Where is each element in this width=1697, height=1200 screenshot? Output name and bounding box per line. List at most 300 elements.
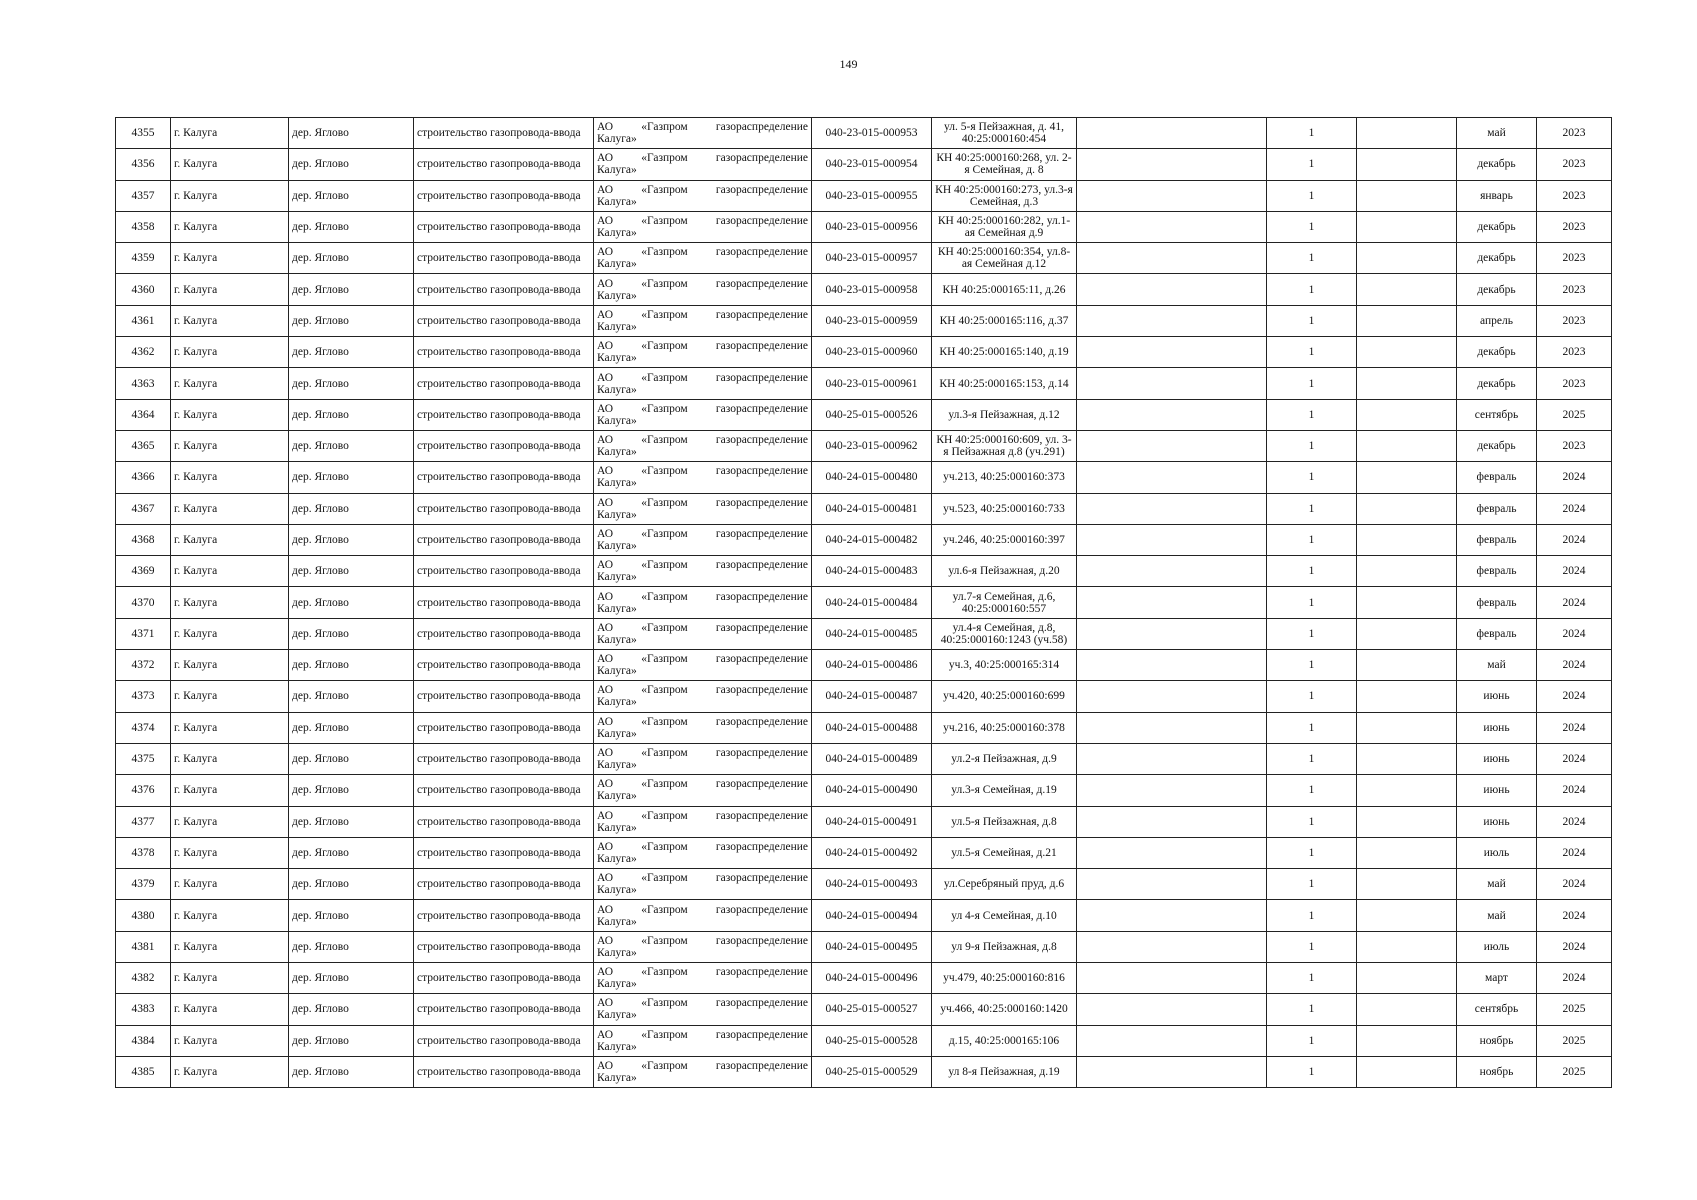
table-row [116, 900, 1612, 931]
month-cell: февраль [1457, 493, 1537, 524]
organization-word: газораспределение [715, 590, 808, 603]
address-cell: КН 40:25:000160:268, ул. 2-я Семейная, д. 8 [932, 149, 1077, 180]
city-cell: г. Калуга [171, 556, 289, 587]
organization-word: «Газпром [641, 434, 688, 447]
empty-cell [1357, 712, 1457, 743]
organization-word: газораспределение [715, 371, 808, 384]
row-number: 4374 [116, 712, 171, 743]
city-cell: г. Калуга [171, 837, 289, 868]
empty-cell [1357, 430, 1457, 461]
organization-word: «Газпром [641, 1060, 688, 1073]
organization-word: АО [597, 528, 614, 540]
table-row [116, 587, 1612, 618]
address-cell: ул.3-я Семейная, д.19 [932, 775, 1077, 806]
row-number: 4356 [116, 149, 171, 180]
month-cell: декабрь [1457, 243, 1537, 274]
city-cell: г. Калуга [171, 149, 289, 180]
organization-word: «Газпром [641, 840, 688, 853]
row-number: 4382 [116, 963, 171, 994]
organization-word: «Газпром [641, 903, 688, 916]
city-cell: г. Калуга [171, 337, 289, 368]
city-cell: г. Калуга [171, 1025, 289, 1056]
organization-word: АО [597, 966, 614, 979]
quantity-cell: 1 [1267, 587, 1357, 618]
locality-cell: дер. Яглово [289, 775, 414, 806]
empty-cell [1077, 149, 1267, 180]
empty-cell [1077, 712, 1267, 743]
organization-line [597, 528, 808, 540]
month-cell: июнь [1457, 806, 1537, 837]
organization-word: АО [597, 371, 614, 384]
year-cell: 2023 [1537, 149, 1612, 180]
row-number: 4380 [116, 900, 171, 931]
locality-cell: дер. Яглово [289, 963, 414, 994]
empty-cell [1357, 963, 1457, 994]
address-cell: ул.5-я Пейзажная, д.8 [932, 806, 1077, 837]
organization-word: АО [597, 152, 614, 165]
organization-cell [594, 211, 812, 242]
organization-cell [594, 931, 812, 962]
empty-cell [1357, 368, 1457, 399]
year-cell: 2025 [1537, 994, 1612, 1025]
work-type-cell: строительство газопровода-ввода [414, 399, 594, 430]
address-cell: КН 40:25:000165:153, д.14 [932, 368, 1077, 399]
organization-cell [594, 618, 812, 649]
empty-cell [1357, 869, 1457, 900]
organization-word: «Газпром [641, 371, 688, 384]
organization-line [597, 372, 808, 384]
address-cell: ул 4-я Семейная, д.10 [932, 900, 1077, 931]
organization-line [597, 872, 808, 884]
organization-line [597, 684, 808, 696]
organization-word: «Газпром [641, 183, 688, 196]
object-code-cell: 040-24-015-000487 [812, 681, 932, 712]
organization-word: газораспределение [715, 809, 808, 822]
organization-word: «Газпром [641, 872, 688, 885]
month-cell: февраль [1457, 462, 1537, 493]
organization-cell [594, 524, 812, 555]
locality-cell: дер. Яглово [289, 650, 414, 681]
organization-word: газораспределение [715, 215, 808, 228]
quantity-cell: 1 [1267, 963, 1357, 994]
organization-cell [594, 775, 812, 806]
organization-line [597, 747, 808, 759]
work-type-cell: строительство газопровода-ввода [414, 337, 594, 368]
organization-city: Калуга» [597, 946, 637, 959]
locality-cell: дер. Яглово [289, 243, 414, 274]
year-cell: 2024 [1537, 931, 1612, 962]
city-cell: г. Калуга [171, 180, 289, 211]
year-cell: 2024 [1537, 493, 1612, 524]
organization-cell [594, 337, 812, 368]
address-cell: уч.216, 40:25:000160:378 [932, 712, 1077, 743]
quantity-cell: 1 [1267, 337, 1357, 368]
locality-cell: дер. Яглово [289, 1025, 414, 1056]
object-code-cell: 040-24-015-000480 [812, 462, 932, 493]
organization-word: «Газпром [641, 402, 688, 415]
empty-cell [1357, 900, 1457, 931]
organization-line [597, 778, 808, 790]
work-type-cell: строительство газопровода-ввода [414, 775, 594, 806]
organization-word: АО [597, 621, 614, 634]
empty-cell [1077, 337, 1267, 368]
object-code-cell: 040-24-015-000486 [812, 650, 932, 681]
work-type-cell: строительство газопровода-ввода [414, 994, 594, 1025]
organization-city: Калуга» [597, 1009, 637, 1022]
organization-word: газораспределение [715, 121, 808, 134]
organization-word: «Газпром [641, 340, 688, 353]
row-number: 4368 [116, 524, 171, 555]
table-row [116, 931, 1612, 962]
address-cell: КН 40:25:000160:354, ул.8-ая Семейная д.12 [932, 243, 1077, 274]
organization-city: Калуга» [597, 195, 637, 208]
object-code-cell: 040-24-015-000491 [812, 806, 932, 837]
organization-word: АО [597, 308, 614, 321]
address-cell: КН 40:25:000160:273, ул.3-я Семейная, д.3 [932, 180, 1077, 211]
organization-word: АО [597, 402, 614, 415]
empty-cell [1357, 118, 1457, 149]
city-cell: г. Калуга [171, 524, 289, 555]
city-cell: г. Калуга [171, 1056, 289, 1087]
address-cell: уч.523, 40:25:000160:733 [932, 493, 1077, 524]
city-cell: г. Калуга [171, 430, 289, 461]
month-cell: ноябрь [1457, 1056, 1537, 1087]
work-type-cell: строительство газопровода-ввода [414, 305, 594, 336]
organization-city: Калуга» [597, 1040, 637, 1053]
empty-cell [1077, 837, 1267, 868]
table-row [116, 337, 1612, 368]
organization-line [597, 653, 808, 665]
organization-word: газораспределение [715, 434, 808, 447]
work-type-cell: строительство газопровода-ввода [414, 931, 594, 962]
organization-cell [594, 462, 812, 493]
address-cell: ул.7-я Семейная, д.6, 40:25:000160:557 [932, 587, 1077, 618]
city-cell: г. Калуга [171, 931, 289, 962]
month-cell: сентябрь [1457, 994, 1537, 1025]
city-cell: г. Калуга [171, 994, 289, 1025]
object-code-cell: 040-23-015-000962 [812, 430, 932, 461]
empty-cell [1077, 650, 1267, 681]
object-code-cell: 040-24-015-000492 [812, 837, 932, 868]
empty-cell [1077, 399, 1267, 430]
year-cell: 2024 [1537, 775, 1612, 806]
organization-city: Калуга» [597, 790, 637, 803]
address-cell: ул.5-я Семейная, д.21 [932, 837, 1077, 868]
row-number: 4361 [116, 305, 171, 336]
empty-cell [1077, 243, 1267, 274]
work-type-cell: строительство газопровода-ввода [414, 243, 594, 274]
city-cell: г. Калуга [171, 900, 289, 931]
table-row [116, 243, 1612, 274]
organization-word: газораспределение [715, 997, 808, 1010]
year-cell: 2024 [1537, 869, 1612, 900]
organization-line [597, 246, 808, 258]
organization-word: газораспределение [715, 496, 808, 509]
year-cell: 2023 [1537, 211, 1612, 242]
city-cell: г. Калуга [171, 399, 289, 430]
table-row [116, 994, 1612, 1025]
empty-cell [1077, 211, 1267, 242]
organization-line [597, 1060, 808, 1072]
empty-cell [1357, 149, 1457, 180]
locality-cell: дер. Яглово [289, 493, 414, 524]
organization-word: АО [597, 934, 614, 947]
empty-cell [1077, 869, 1267, 900]
month-cell: ноябрь [1457, 1025, 1537, 1056]
address-cell: д.15, 40:25:000165:106 [932, 1025, 1077, 1056]
empty-cell [1077, 806, 1267, 837]
organization-line [597, 622, 808, 634]
row-number: 4360 [116, 274, 171, 305]
year-cell: 2024 [1537, 650, 1612, 681]
quantity-cell: 1 [1267, 368, 1357, 399]
row-number: 4377 [116, 806, 171, 837]
organization-cell [594, 994, 812, 1025]
organization-word: АО [597, 590, 614, 603]
quantity-cell: 1 [1267, 180, 1357, 211]
table-row [116, 118, 1612, 149]
empty-cell [1357, 837, 1457, 868]
organization-city: Калуга» [597, 227, 637, 240]
year-cell: 2024 [1537, 743, 1612, 774]
table-row [116, 618, 1612, 649]
address-cell: ул.3-я Пейзажная, д.12 [932, 399, 1077, 430]
empty-cell [1357, 681, 1457, 712]
organization-line [597, 591, 808, 603]
empty-cell [1077, 368, 1267, 399]
object-code-cell: 040-24-015-000484 [812, 587, 932, 618]
organization-line [597, 121, 808, 133]
work-type-cell: строительство газопровода-ввода [414, 681, 594, 712]
organization-cell [594, 837, 812, 868]
locality-cell: дер. Яглово [289, 587, 414, 618]
organization-word: АО [597, 465, 614, 478]
work-type-cell: строительство газопровода-ввода [414, 1025, 594, 1056]
work-type-cell: строительство газопровода-ввода [414, 524, 594, 555]
address-cell: уч.466, 40:25:000160:1420 [932, 994, 1077, 1025]
address-cell: ул.Серебряный пруд, д.6 [932, 869, 1077, 900]
row-number: 4357 [116, 180, 171, 211]
organization-word: газораспределение [715, 1028, 808, 1041]
month-cell: декабрь [1457, 211, 1537, 242]
month-cell: июнь [1457, 712, 1537, 743]
city-cell: г. Калуга [171, 712, 289, 743]
organization-cell [594, 869, 812, 900]
row-number: 4375 [116, 743, 171, 774]
table-row [116, 806, 1612, 837]
month-cell: май [1457, 869, 1537, 900]
quantity-cell: 1 [1267, 493, 1357, 524]
locality-cell: дер. Яглово [289, 869, 414, 900]
empty-cell [1077, 994, 1267, 1025]
organization-line [597, 841, 808, 853]
month-cell: сентябрь [1457, 399, 1537, 430]
quantity-cell: 1 [1267, 618, 1357, 649]
organization-city: Калуга» [597, 508, 637, 521]
organization-word: «Газпром [641, 747, 688, 760]
table-row [116, 368, 1612, 399]
month-cell: февраль [1457, 524, 1537, 555]
month-cell: декабрь [1457, 274, 1537, 305]
table-row [116, 869, 1612, 900]
organization-city: Калуга» [597, 477, 637, 490]
organization-word: «Газпром [641, 653, 688, 666]
empty-cell [1077, 618, 1267, 649]
organization-word: газораспределение [715, 528, 808, 540]
object-code-cell: 040-23-015-000955 [812, 180, 932, 211]
object-code-cell: 040-24-015-000482 [812, 524, 932, 555]
year-cell: 2023 [1537, 368, 1612, 399]
empty-cell [1077, 430, 1267, 461]
organization-word: «Газпром [641, 152, 688, 165]
locality-cell: дер. Яглово [289, 618, 414, 649]
object-code-cell: 040-25-015-000526 [812, 399, 932, 430]
organization-city: Калуга» [597, 696, 637, 709]
object-code-cell: 040-24-015-000483 [812, 556, 932, 587]
organization-word: АО [597, 997, 614, 1010]
organization-line [597, 184, 808, 196]
city-cell: г. Калуга [171, 305, 289, 336]
object-code-cell: 040-24-015-000490 [812, 775, 932, 806]
row-number: 4370 [116, 587, 171, 618]
address-cell: ул. 5-я Пейзажная, д. 41, 40:25:000160:454 [932, 118, 1077, 149]
year-cell: 2024 [1537, 837, 1612, 868]
quantity-cell: 1 [1267, 243, 1357, 274]
organization-word: газораспределение [715, 684, 808, 697]
object-code-cell: 040-24-015-000496 [812, 963, 932, 994]
quantity-cell: 1 [1267, 274, 1357, 305]
organization-word: газораспределение [715, 152, 808, 165]
organization-word: АО [597, 715, 614, 728]
row-number: 4385 [116, 1056, 171, 1087]
organization-cell [594, 1025, 812, 1056]
organization-word: газораспределение [715, 840, 808, 853]
organization-cell [594, 587, 812, 618]
month-cell: июнь [1457, 775, 1537, 806]
organization-cell [594, 493, 812, 524]
organization-word: АО [597, 903, 614, 916]
empty-cell [1357, 587, 1457, 618]
organization-line [597, 340, 808, 352]
address-cell: КН 40:25:000160:609, ул. 3-я Пейзажная д.8 (уч.291) [932, 430, 1077, 461]
month-cell: декабрь [1457, 337, 1537, 368]
register-table [115, 117, 1612, 1088]
object-code-cell: 040-23-015-000961 [812, 368, 932, 399]
address-cell: КН 40:25:000165:11, д.26 [932, 274, 1077, 305]
work-type-cell: строительство газопровода-ввода [414, 211, 594, 242]
empty-cell [1357, 180, 1457, 211]
organization-word: «Газпром [641, 308, 688, 321]
year-cell: 2023 [1537, 180, 1612, 211]
organization-word: АО [597, 1060, 614, 1073]
address-cell: КН 40:25:000165:116, д.37 [932, 305, 1077, 336]
work-type-cell: строительство газопровода-ввода [414, 493, 594, 524]
organization-word: АО [597, 778, 614, 791]
organization-cell [594, 900, 812, 931]
organization-word: «Газпром [641, 496, 688, 509]
empty-cell [1357, 524, 1457, 555]
empty-cell [1357, 806, 1457, 837]
locality-cell: дер. Яглово [289, 274, 414, 305]
locality-cell: дер. Яглово [289, 556, 414, 587]
empty-cell [1077, 963, 1267, 994]
organization-line [597, 559, 808, 571]
organization-word: газораспределение [715, 308, 808, 321]
empty-cell [1077, 118, 1267, 149]
table-row [116, 963, 1612, 994]
address-cell: ул 9-я Пейзажная, д.8 [932, 931, 1077, 962]
month-cell: июнь [1457, 681, 1537, 712]
organization-line [597, 465, 808, 477]
row-number: 4376 [116, 775, 171, 806]
quantity-cell: 1 [1267, 900, 1357, 931]
object-code-cell: 040-23-015-000959 [812, 305, 932, 336]
organization-line [597, 966, 808, 978]
city-cell: г. Калуга [171, 963, 289, 994]
empty-cell [1077, 462, 1267, 493]
empty-cell [1357, 1025, 1457, 1056]
organization-city: Калуга» [597, 633, 637, 646]
address-cell: уч.213, 40:25:000160:373 [932, 462, 1077, 493]
organization-word: АО [597, 747, 614, 760]
organization-city: Калуга» [597, 446, 637, 459]
month-cell: декабрь [1457, 430, 1537, 461]
quantity-cell: 1 [1267, 931, 1357, 962]
city-cell: г. Калуга [171, 618, 289, 649]
organization-city: Калуга» [597, 164, 637, 177]
organization-word: АО [597, 653, 614, 666]
organization-line [597, 1029, 808, 1041]
work-type-cell: строительство газопровода-ввода [414, 618, 594, 649]
quantity-cell: 1 [1267, 556, 1357, 587]
quantity-cell: 1 [1267, 118, 1357, 149]
year-cell: 2023 [1537, 337, 1612, 368]
city-cell: г. Калуга [171, 743, 289, 774]
month-cell: июль [1457, 837, 1537, 868]
organization-word: газораспределение [715, 246, 808, 259]
organization-word: «Газпром [641, 966, 688, 979]
empty-cell [1357, 337, 1457, 368]
table-row [116, 180, 1612, 211]
city-cell: г. Калуга [171, 869, 289, 900]
quantity-cell: 1 [1267, 650, 1357, 681]
empty-cell [1357, 211, 1457, 242]
month-cell: январь [1457, 180, 1537, 211]
organization-line [597, 152, 808, 164]
organization-word: АО [597, 496, 614, 509]
organization-city: Калуга» [597, 915, 637, 928]
address-cell: ул 8-я Пейзажная, д.19 [932, 1056, 1077, 1087]
table-row [116, 837, 1612, 868]
locality-cell: дер. Яглово [289, 994, 414, 1025]
empty-cell [1077, 1056, 1267, 1087]
organization-word: «Газпром [641, 715, 688, 728]
table-row [116, 681, 1612, 712]
empty-cell [1357, 618, 1457, 649]
year-cell: 2024 [1537, 587, 1612, 618]
organization-word: АО [597, 183, 614, 196]
organization-word: газораспределение [715, 183, 808, 196]
organization-cell [594, 399, 812, 430]
quantity-cell: 1 [1267, 211, 1357, 242]
organization-word: «Газпром [641, 528, 688, 540]
empty-cell [1077, 900, 1267, 931]
row-number: 4381 [116, 931, 171, 962]
row-number: 4373 [116, 681, 171, 712]
row-number: 4359 [116, 243, 171, 274]
city-cell: г. Калуга [171, 775, 289, 806]
work-type-cell: строительство газопровода-ввода [414, 837, 594, 868]
